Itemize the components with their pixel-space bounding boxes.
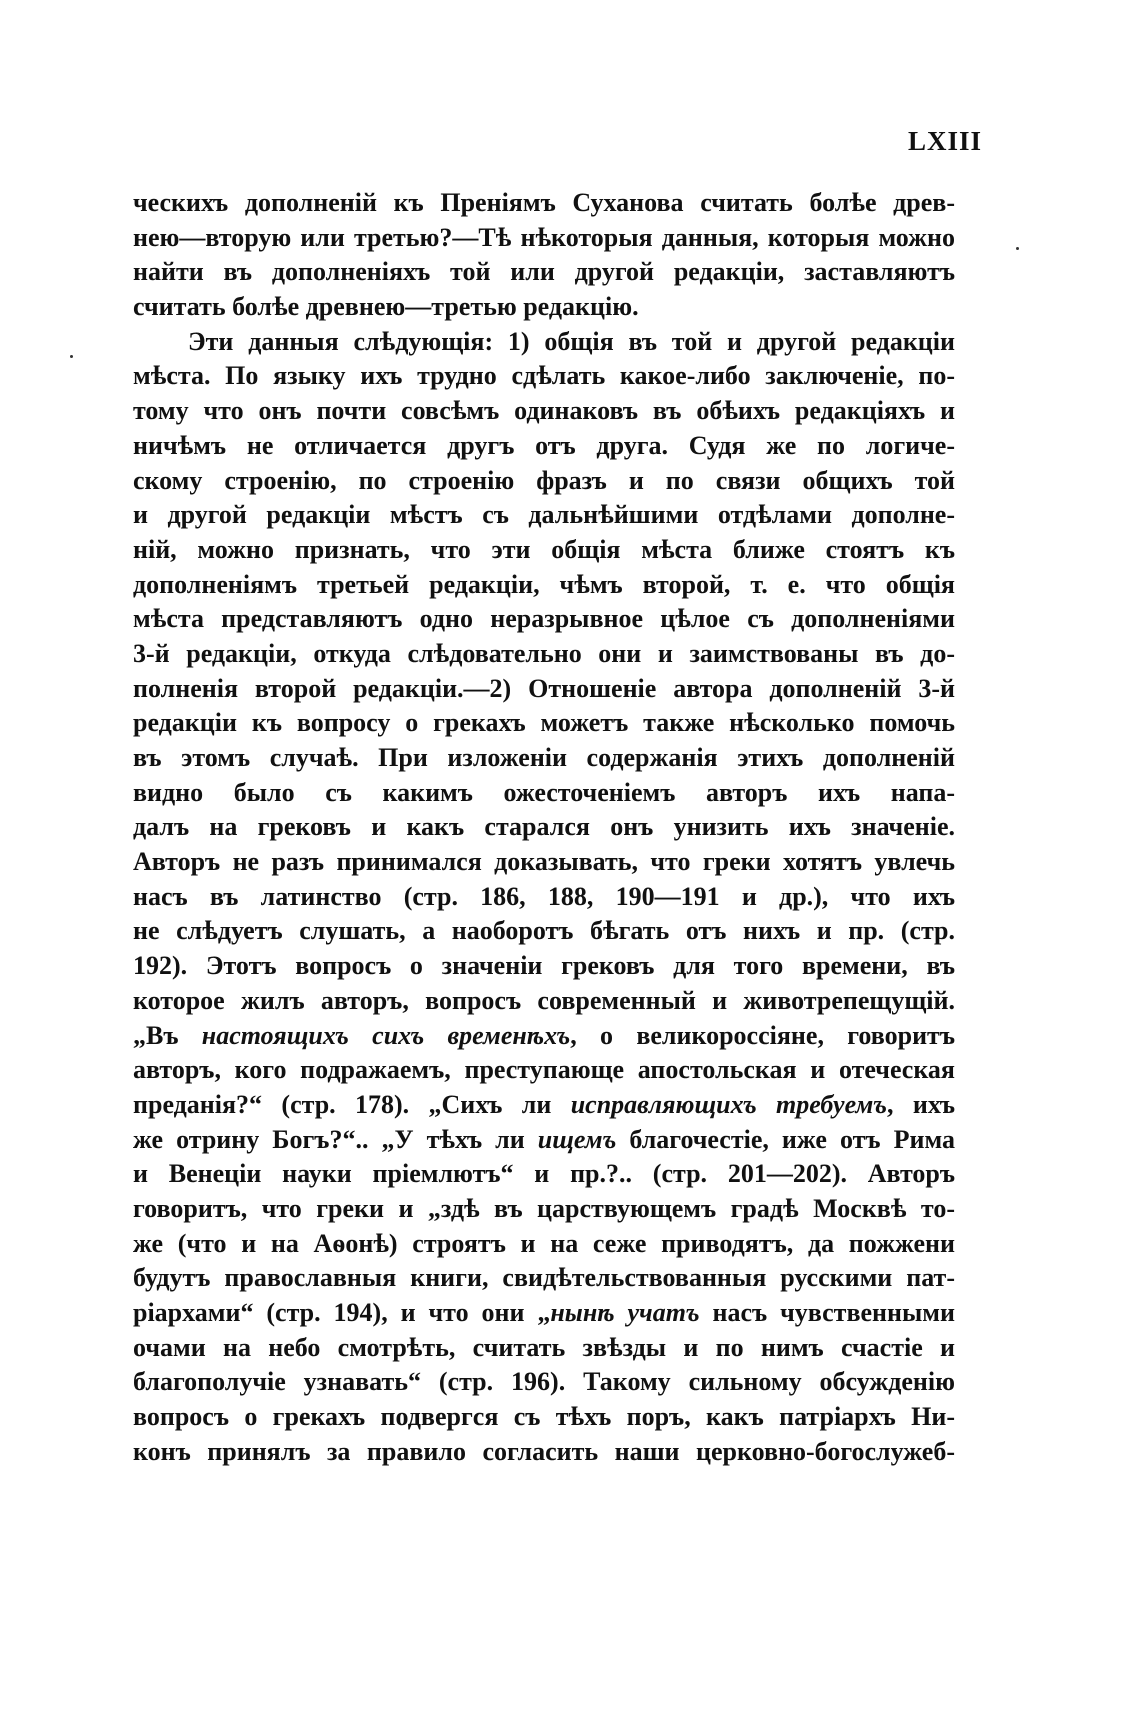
text-line: благополучіе узнавать“ (стр. 196). Такому сильному обсужденію (133, 1367, 955, 1397)
text-line: 3-й редакціи, откуда слѣдовательно они и заимствованы въ до- (133, 638, 955, 668)
text-line: ній, можно признать, что эти общія мѣста ближе стоятъ къ (133, 534, 955, 564)
text-segment: преданія?“ (стр. 178). „Сихъ ли (133, 1089, 571, 1119)
text-segment: ріархами“ (стр. 194), и что они „ (133, 1298, 551, 1327)
speck-mark (1016, 247, 1019, 250)
text-line: видно было съ какимъ ожесточеніемъ авторъ ихъ напа- (133, 777, 955, 807)
text-line: и Венеціи науки пріемлютъ“ и пр.?.. (стр. 201—202). Авторъ (133, 1159, 955, 1189)
text-line: насъ въ латинство (стр. 186, 188, 190—191 и др.), что ихъ (133, 881, 955, 911)
text-line: ческихъ дополненій къ Преніямъ Суханова считать болѣе древ- (133, 188, 955, 217)
text-line: далъ на грековъ и какъ старался онъ унизить ихъ значеніе. (133, 812, 955, 842)
text-line: полненія второй редакціи.—2) Отношеніе автора дополненій 3-й (133, 673, 955, 703)
text-segment: благочестіе, иже отъ Рима (616, 1124, 955, 1154)
text-line: ничѣмъ не отличается другъ отъ друга. Судя же по логиче- (133, 430, 955, 460)
text-segment: , ихъ (887, 1089, 955, 1119)
text-segment: , о великороссіяне, говоритъ (570, 1020, 955, 1050)
text-segment: „Въ (133, 1020, 202, 1050)
italic-phrase: ищемъ (537, 1124, 617, 1154)
text-line: очами на небо смотрѣть, считать звѣзды и по нимъ счастіе и (133, 1332, 955, 1362)
text-line: будутъ православныя книги, свидѣтельствованныя русскими пат- (133, 1263, 955, 1293)
text-line: которое жилъ авторъ, вопросъ современный и животрепещущій. (133, 985, 955, 1015)
text-line: мѣста. По языку ихъ трудно сдѣлать какое-либо заключеніе, по- (133, 361, 955, 391)
body-text (133, 186, 955, 1469)
text-line (133, 1088, 955, 1123)
text-line: Эти данныя слѣдующія: 1) общія въ той и другой редакціи (188, 326, 955, 356)
text-segment: насъ чувственными (699, 1298, 955, 1327)
text-line: говоритъ, что греки и „здѣ въ царствующемъ градѣ Москвѣ то- (133, 1193, 955, 1223)
text-line: не слѣдуетъ слушать, а наоборотъ бѣгать отъ нихъ и пр. (стр. (133, 916, 955, 946)
text-line: и другой редакціи мѣстъ съ дальнѣйшими отдѣлами дополне- (133, 500, 955, 530)
text-line: 192). Этотъ вопросъ о значеніи грековъ для того времени, въ (133, 951, 955, 981)
text-line: найти въ дополненіяхъ той или другой редакціи, заставляютъ (133, 257, 955, 287)
text-line: дополненіямъ третьей редакціи, чѣмъ второй, т. е. что общія (133, 569, 955, 599)
italic-phrase: настоящихъ сихъ временѣхъ (201, 1020, 571, 1050)
text-line: вопросъ о грекахъ подвергся съ тѣхъ поръ, какъ патріархъ Ни- (133, 1402, 955, 1432)
text-line: мѣста представляютъ одно неразрывное цѣлое съ дополненіями (133, 604, 955, 634)
text-line: въ этомъ случаѣ. При изложеніи содержанія этихъ дополненій (133, 743, 955, 772)
text-line: нею—вторую или третью?—Тѣ нѣкоторыя данныя, которыя можно (133, 222, 955, 252)
text-line (133, 1123, 955, 1158)
speck-mark (70, 355, 73, 358)
page-number: LXIII (907, 126, 982, 156)
text-line: считать болѣе древнею—третью редакцію. (133, 292, 639, 322)
text-segment: же отрину Богъ?“.. „У тѣхъ ли (133, 1124, 538, 1154)
text-line: скому строенію, по строенію фразъ и по связи общихъ той (133, 465, 955, 495)
text-line: редакціи къ вопросу о грекахъ можетъ также нѣсколько помочь (133, 708, 955, 738)
text-line (133, 1296, 955, 1331)
italic-phrase: исправляющихъ требуемъ (570, 1089, 887, 1119)
italic-phrase: нынѣ учатъ (550, 1298, 700, 1327)
text-line: тому что онъ почти совсѣмъ одинаковъ въ обѣихъ редакціяхъ и (133, 396, 955, 426)
text-line: Авторъ не разъ принимался доказывать, что греки хотятъ увлечь (133, 847, 955, 877)
text-line: же (что и на Аѳонѣ) строятъ и на сеже приводятъ, да пожжени (133, 1228, 955, 1258)
text-line: авторъ, кого подражаемъ, преступающе апостольская и отеческая (133, 1055, 955, 1085)
text-line: конъ принялъ за правило согласить наши церковно-богослужеб- (133, 1436, 955, 1466)
text-line (133, 1019, 955, 1054)
